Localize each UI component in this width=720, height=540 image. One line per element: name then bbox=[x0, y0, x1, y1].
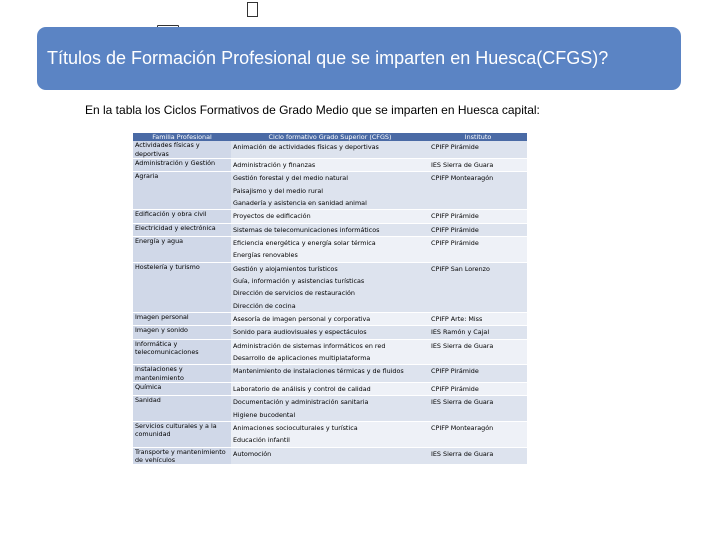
cell-cycles bbox=[231, 262, 429, 312]
cell-cycles bbox=[231, 396, 429, 422]
cell-institute bbox=[429, 313, 527, 326]
page-title: Títulos de Formación Profesional que se imparten en Huesca(CFGS)? bbox=[47, 48, 609, 68]
table-row bbox=[133, 365, 527, 383]
cell-cycles bbox=[231, 313, 429, 326]
family-label: Informática y telecomunicaciones bbox=[135, 339, 199, 356]
table-row bbox=[133, 141, 527, 158]
institute-name: IES Sierra de Guara bbox=[431, 449, 494, 458]
cell-family bbox=[133, 421, 231, 447]
family-label: Edificación y obra civil bbox=[135, 210, 207, 219]
cell-cycles bbox=[231, 141, 429, 158]
cycle-name: Animaciones socioculturales y turística bbox=[233, 423, 358, 432]
cell-cycles bbox=[231, 421, 429, 447]
family-label: Electricidad y electrónica bbox=[135, 223, 216, 232]
cell-institute bbox=[429, 262, 527, 312]
cell-institute bbox=[429, 447, 527, 465]
cell-cycles bbox=[231, 210, 429, 223]
family-label: Servicios culturales y a la comunidad bbox=[135, 421, 217, 439]
cycle-name: Administración de sistemas informáticos en red bbox=[233, 341, 386, 350]
institute-name: IES Sierra de Guara bbox=[431, 161, 494, 170]
institute-name: CPIFP Arte: Miss bbox=[431, 315, 483, 323]
cycles-table bbox=[133, 133, 527, 465]
cell-family bbox=[133, 365, 231, 383]
cycle-name: Sistemas de telecomunicaciones informáticos bbox=[233, 225, 380, 234]
cycle-name: Paisajismo y del medio rural bbox=[233, 186, 324, 195]
cycle-name: Documentación y administración sanitaria bbox=[233, 398, 369, 407]
family-label: Imagen personal bbox=[135, 313, 189, 321]
family-label: Sanidad bbox=[135, 396, 161, 405]
family-label: Transporte y mantenimiento de vehículos bbox=[135, 447, 226, 464]
cycle-name: Educación infantil bbox=[233, 436, 290, 445]
cell-family bbox=[133, 172, 231, 210]
institute-name: CPIFP Montearagón bbox=[431, 423, 494, 432]
table-row bbox=[133, 223, 527, 236]
table-row bbox=[133, 326, 527, 339]
institute-name: CPIFP Pirámide bbox=[431, 384, 479, 393]
family-label: Agraria bbox=[135, 172, 159, 181]
cell-family bbox=[133, 237, 231, 263]
cell-institute bbox=[429, 382, 527, 395]
table-row bbox=[133, 237, 527, 263]
cell-cycles bbox=[231, 365, 429, 383]
title-banner bbox=[37, 27, 681, 90]
table-row bbox=[133, 421, 527, 447]
table-row bbox=[133, 396, 527, 422]
cell-institute bbox=[429, 141, 527, 158]
cycle-name: Sonido para audiovisuales y espectáculos bbox=[233, 328, 367, 337]
cell-cycles bbox=[231, 159, 429, 172]
table-body bbox=[133, 141, 527, 464]
cell-institute bbox=[429, 326, 527, 339]
institute-name: CPIFP Pirámide bbox=[431, 212, 479, 221]
cycle-name: Ganadería y asistencia en sanidad animal bbox=[233, 199, 367, 208]
table-row bbox=[133, 447, 527, 465]
institute-name: CPIFP Pirámide bbox=[431, 239, 479, 248]
cell-institute bbox=[429, 210, 527, 223]
table-row bbox=[133, 210, 527, 223]
cycle-name: Eficiencia energética y energía solar térmica bbox=[233, 239, 376, 248]
institute-name: CPIFP San Lorenzo bbox=[431, 264, 490, 273]
cycle-name: Proyectos de edificación bbox=[233, 212, 311, 221]
family-label: Energía y agua bbox=[135, 237, 184, 246]
family-label: Química bbox=[135, 382, 162, 391]
cycle-name: Asesoría de imagen personal y corporativa bbox=[233, 315, 371, 323]
cell-institute bbox=[429, 237, 527, 263]
cell-family bbox=[133, 223, 231, 236]
header-family: Familia Profesional bbox=[133, 133, 231, 141]
cell-family bbox=[133, 447, 231, 465]
table-row bbox=[133, 159, 527, 172]
header-institute: Instituto bbox=[429, 133, 527, 141]
cell-cycles bbox=[231, 382, 429, 395]
cell-institute bbox=[429, 365, 527, 383]
cycle-name: Energías renovables bbox=[233, 251, 298, 260]
cell-family bbox=[133, 210, 231, 223]
cycle-name: Dirección de servicios de restauración bbox=[233, 289, 355, 298]
cell-cycles bbox=[231, 447, 429, 465]
cycle-name: Dirección de cocina bbox=[233, 301, 296, 310]
cycle-name: Animación de actividades físicas y deportivas bbox=[233, 143, 379, 152]
institute-name: IES Sierra de Guara bbox=[431, 398, 494, 407]
cell-institute bbox=[429, 396, 527, 422]
institute-name: CPIFP Montearagón bbox=[431, 174, 494, 183]
cell-family bbox=[133, 313, 231, 326]
slide-placeholder-box bbox=[247, 2, 258, 17]
family-label: Instalaciones y mantenimiento bbox=[135, 365, 184, 382]
cell-cycles bbox=[231, 326, 429, 339]
cycle-name: Guía, información y asistencias turísticas bbox=[233, 277, 365, 286]
family-label: Hostelería y turismo bbox=[135, 262, 200, 271]
cycle-name: Automoción bbox=[233, 449, 272, 458]
cell-institute bbox=[429, 339, 527, 365]
cell-family bbox=[133, 141, 231, 158]
institute-name: IES Sierra de Guara bbox=[431, 341, 494, 350]
cycle-name: Administración y finanzas bbox=[233, 161, 316, 170]
cell-institute bbox=[429, 223, 527, 236]
cell-institute bbox=[429, 172, 527, 210]
table-header-row bbox=[133, 133, 527, 141]
cycle-name: Gestión y alojamientos turísticos bbox=[233, 264, 338, 273]
table-row bbox=[133, 382, 527, 395]
cell-cycles bbox=[231, 339, 429, 365]
table-row bbox=[133, 339, 527, 365]
institute-name: CPIFP Pirámide bbox=[431, 143, 479, 152]
cell-family bbox=[133, 326, 231, 339]
cycle-name: Desarrollo de aplicaciones multiplataforma bbox=[233, 353, 371, 362]
cycle-name: Mantenimiento de instalaciones térmicas y de fluidos bbox=[233, 367, 404, 376]
family-label: Actividades físicas y deportivas bbox=[135, 141, 200, 158]
family-label: Administración y Gestión bbox=[135, 159, 216, 168]
institute-name: CPIFP Pirámide bbox=[431, 367, 479, 376]
cell-family bbox=[133, 159, 231, 172]
cell-cycles bbox=[231, 237, 429, 263]
cell-cycles bbox=[231, 223, 429, 236]
family-label: Imagen y sonido bbox=[135, 326, 188, 335]
table-row bbox=[133, 313, 527, 326]
institute-name: IES Ramón y Cajal bbox=[431, 328, 490, 337]
cell-family bbox=[133, 262, 231, 312]
table-row bbox=[133, 262, 527, 312]
cycles-table-container bbox=[133, 133, 527, 465]
cell-institute bbox=[429, 421, 527, 447]
cell-cycles bbox=[231, 172, 429, 210]
cell-family bbox=[133, 339, 231, 365]
cell-family bbox=[133, 382, 231, 395]
institute-name: CPIFP Pirámide bbox=[431, 225, 479, 234]
header-cycle: Ciclo formativo Grado Superior (CFGS) bbox=[231, 133, 429, 141]
cycle-name: Gestión forestal y del medio natural bbox=[233, 174, 349, 183]
table-row bbox=[133, 172, 527, 210]
cell-institute bbox=[429, 159, 527, 172]
cycle-name: Higiene bucodental bbox=[233, 410, 296, 419]
cycle-name: Laboratorio de análisis y control de calidad bbox=[233, 384, 371, 393]
intro-text: En la tabla los Ciclos Formativos de Grado Medio que se imparten en Huesca capital: bbox=[85, 103, 540, 117]
cell-family bbox=[133, 396, 231, 422]
